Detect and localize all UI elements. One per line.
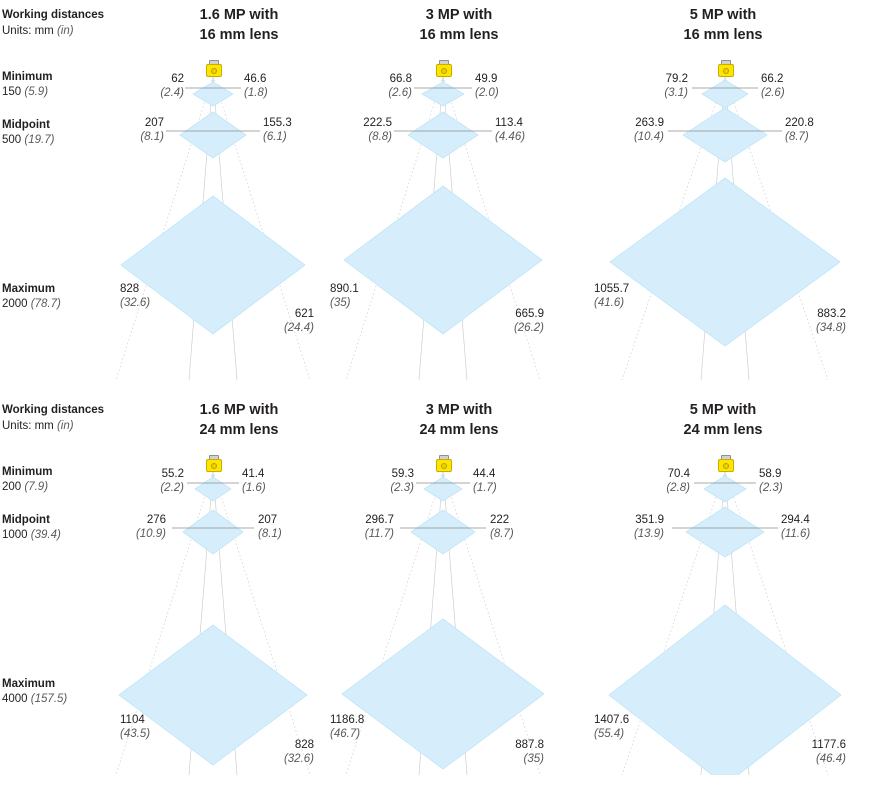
fov-canvas <box>328 395 590 775</box>
panel-5mp-24mm <box>592 395 854 775</box>
dim-mid-right: 113.4 (4.46) <box>495 117 526 144</box>
diagram-row-24mm <box>0 395 895 775</box>
axis-row-maximum <box>2 282 120 312</box>
panel-3mp-16mm <box>328 0 590 380</box>
axis-row-value: 4000 (157.5) <box>2 692 68 705</box>
camera-indicator <box>441 68 447 74</box>
dim-max-left: 828 (32.6) <box>120 283 151 310</box>
axis-row-name: Midpoint <box>2 119 50 131</box>
axis-header <box>2 8 120 39</box>
camera-indicator <box>723 68 729 74</box>
panel-3mp-24mm <box>328 395 590 775</box>
panel-title: 3 MP with 24 mm lens <box>419 402 499 438</box>
axis-row-name: Minimum <box>2 71 53 83</box>
axis-row-midpoint <box>2 118 120 148</box>
axis-row-value: 150 (5.9) <box>2 85 49 98</box>
camera-icon <box>206 60 220 76</box>
dim-mid-right: 294.4 (11.6) <box>781 514 811 541</box>
dim-mid-left: 263.9 (10.4) <box>633 117 664 144</box>
camera-icon <box>718 455 732 471</box>
panel-title: 5 MP with 16 mm lens <box>683 7 763 43</box>
dim-min-left: 55.2 (2.2) <box>160 468 184 495</box>
axis-row-name: Midpoint <box>2 514 50 526</box>
camera-icon <box>436 455 450 471</box>
axis-header-units: Units: mm (in) <box>2 419 74 432</box>
fov-diagram <box>592 395 854 775</box>
panel-5mp-16mm <box>592 0 854 380</box>
dim-mid-right: 207 (8.1) <box>258 514 282 541</box>
dim-max-right: 883.2 (34.8) <box>815 308 846 335</box>
dim-mid-left: 276 (10.9) <box>135 514 166 541</box>
axis-row-value: 500 (19.7) <box>2 133 55 146</box>
dim-min-left: 79.2 (3.1) <box>664 73 688 100</box>
axis-row-name: Minimum <box>2 466 53 478</box>
dim-min-right: 41.4 (1.6) <box>242 468 266 495</box>
dim-mid-left: 296.7 (11.7) <box>364 514 394 541</box>
camera-indicator <box>211 463 217 469</box>
axis-labels-16mm <box>0 0 120 380</box>
fov-diagram <box>328 0 590 380</box>
dim-max-right: 665.9 (26.2) <box>513 308 544 335</box>
fov-diagram <box>328 395 590 775</box>
camera-icon <box>206 455 220 471</box>
panel-title: 1.6 MP with 24 mm lens <box>199 402 279 438</box>
axis-row-name: Maximum <box>2 678 56 690</box>
axis-row-name: Maximum <box>2 283 56 295</box>
dim-min-right: 46.6 (1.8) <box>244 73 268 100</box>
dim-mid-right: 155.3 (6.1) <box>263 117 292 144</box>
camera-indicator <box>211 68 217 74</box>
fov-canvas <box>328 0 590 380</box>
dim-max-right: 887.8 (35) <box>515 739 544 766</box>
camera-icon <box>436 60 450 76</box>
axis-labels-24mm <box>0 395 120 775</box>
panel-title: 1.6 MP with 16 mm lens <box>199 7 279 43</box>
dim-max-right: 828 (32.6) <box>283 739 314 766</box>
dim-max-left: 1186.8 (46.7) <box>330 714 365 741</box>
camera-indicator <box>441 463 447 469</box>
axis-row-value: 200 (7.9) <box>2 480 49 493</box>
dim-mid-right: 222 (8.7) <box>490 514 514 541</box>
dim-max-left: 890.1 (35) <box>330 283 359 310</box>
dim-max-right: 621 (24.4) <box>283 308 314 335</box>
dim-min-left: 70.4 (2.8) <box>666 468 690 495</box>
dim-mid-left: 207 (8.1) <box>140 117 164 144</box>
dim-max-left: 1407.6 (55.4) <box>594 714 630 741</box>
fov-canvas <box>592 395 854 775</box>
dim-min-right: 49.9 (2.0) <box>475 73 499 100</box>
axis-row-maximum <box>2 677 120 707</box>
dim-max-left: 1104 (43.5) <box>120 714 151 741</box>
dim-min-right: 66.2 (2.6) <box>761 73 785 100</box>
dim-min-left: 62 (2.4) <box>160 73 184 100</box>
axis-row-value: 1000 (39.4) <box>2 528 61 541</box>
axis-row-midpoint <box>2 513 120 543</box>
axis-header <box>2 403 120 434</box>
dim-max-right: 1177.6 (46.4) <box>811 739 846 766</box>
dim-mid-right: 220.8 (8.7) <box>785 117 814 144</box>
dim-mid-left: 222.5 (8.8) <box>363 117 392 144</box>
axis-header-title: Working distances <box>2 9 105 21</box>
camera-icon <box>718 60 732 76</box>
diagram-row-16mm <box>0 0 895 380</box>
dim-min-left: 59.3 (2.3) <box>390 468 414 495</box>
axis-row-minimum <box>2 465 120 495</box>
camera-indicator <box>723 463 729 469</box>
axis-header-title: Working distances <box>2 404 105 416</box>
dim-min-right: 44.4 (1.7) <box>473 468 497 495</box>
dim-mid-left: 351.9 (13.9) <box>633 514 664 541</box>
panel-title: 5 MP with 24 mm lens <box>683 402 763 438</box>
dim-min-left: 66.8 (2.6) <box>388 73 412 100</box>
dim-min-right: 58.9 (2.3) <box>759 468 783 495</box>
dim-max-left: 1055.7 (41.6) <box>594 283 630 310</box>
axis-header-units: Units: mm (in) <box>2 24 74 37</box>
panel-title: 3 MP with 16 mm lens <box>419 7 499 43</box>
axis-row-value: 2000 (78.7) <box>2 297 61 310</box>
axis-row-minimum <box>2 70 120 100</box>
